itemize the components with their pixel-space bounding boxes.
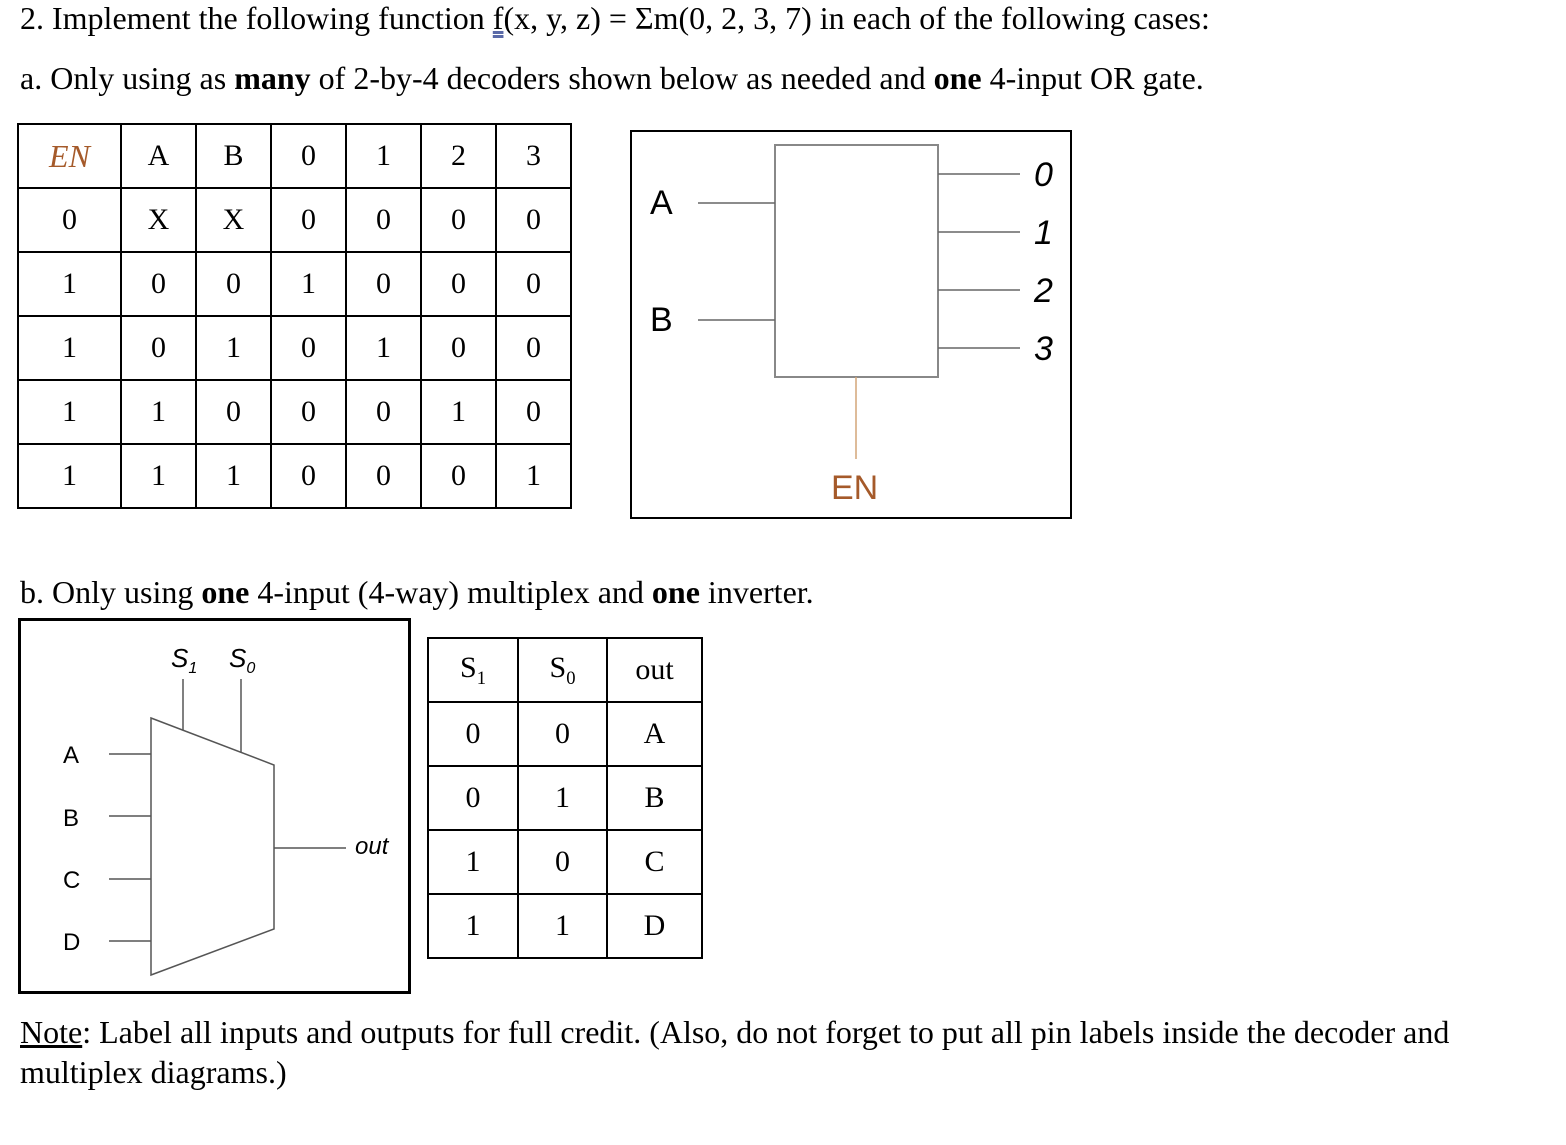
decoder-drawing xyxy=(632,132,1074,521)
table-cell: 0 xyxy=(496,380,571,444)
table-cell: 1 xyxy=(271,252,346,316)
table-cell: 1 xyxy=(18,316,121,380)
table-cell: 1 xyxy=(121,380,196,444)
header-s1: $S_1$ xyxy=(428,638,518,702)
table-cell: X xyxy=(196,188,271,252)
table-row xyxy=(428,894,702,958)
decoder-diagram xyxy=(630,130,1072,519)
table-cell: 1 xyxy=(496,444,571,508)
table-cell: 0 xyxy=(271,380,346,444)
part-a-text: a. Only using as many of 2-by-4 decoders shown below as needed and one 4-input OR gate. xyxy=(20,60,1204,96)
table-row xyxy=(428,766,702,830)
table-cell: 0 xyxy=(18,188,121,252)
table-cell: 0 xyxy=(496,188,571,252)
mux-body xyxy=(151,718,274,975)
note-text: Note: Label all inputs and outputs for full credit. (Also, do not forget to put all pin labels inside the decoder and multiplex diagrams.) xyxy=(20,1014,1450,1090)
decoder-block xyxy=(775,145,938,377)
mux-input-a-label: A xyxy=(63,742,80,769)
note-label: Note xyxy=(20,1014,83,1050)
table-cell: 0 xyxy=(346,188,421,252)
multiplexer-diagram xyxy=(18,618,411,994)
table-row xyxy=(18,252,571,316)
table-cell: 1 xyxy=(18,380,121,444)
table-row xyxy=(18,188,571,252)
mux-output-label: out xyxy=(355,833,389,860)
table-cell: 0 xyxy=(271,444,346,508)
decoder-input-b-label: B xyxy=(650,301,673,339)
table-cell: 0 xyxy=(346,380,421,444)
header-out2: 2 xyxy=(421,124,496,188)
table-cell: 1 xyxy=(196,444,271,508)
header-b: B xyxy=(196,124,271,188)
table-row xyxy=(18,316,571,380)
header-out0: 0 xyxy=(271,124,346,188)
question-2-text: 2. Implement the following function f(x, y, z) = Σm(0, 2, 3, 7) in each of the following cases: xyxy=(20,0,1210,36)
header-out: out xyxy=(607,638,702,702)
table-cell: 0 xyxy=(421,316,496,380)
table-cell: 0 xyxy=(421,252,496,316)
table-cell: 1 xyxy=(421,380,496,444)
table-row xyxy=(18,380,571,444)
decoder-output-0-label: 0 xyxy=(1034,156,1053,194)
part-b-text: b. Only using one 4-input (4-way) multiplex and one inverter. xyxy=(20,574,814,610)
header-en: EN xyxy=(18,124,121,188)
mux-select-s1-label: $S_1$ xyxy=(171,643,198,678)
table-cell: B xyxy=(607,766,702,830)
table-cell: 0 xyxy=(196,380,271,444)
table-cell: 0 xyxy=(421,444,496,508)
table-cell: 0 xyxy=(518,830,607,894)
table-cell: 0 xyxy=(346,444,421,508)
header-out1: 1 xyxy=(346,124,421,188)
table-cell: 1 xyxy=(428,830,518,894)
decoder-truth-table xyxy=(17,123,572,509)
header-s0: $S_0$ xyxy=(518,638,607,702)
table-cell: 1 xyxy=(18,252,121,316)
table-cell: D xyxy=(607,894,702,958)
table-cell: 1 xyxy=(18,444,121,508)
function-name: f xyxy=(492,0,504,36)
decoder-table-header xyxy=(18,124,571,188)
table-cell: X xyxy=(121,188,196,252)
table-cell: 0 xyxy=(496,316,571,380)
mux-input-c-label: C xyxy=(63,867,81,894)
table-cell: 1 xyxy=(518,894,607,958)
table-cell: 0 xyxy=(496,252,571,316)
table-cell: 0 xyxy=(421,188,496,252)
table-cell: 1 xyxy=(428,894,518,958)
table-cell: 0 xyxy=(196,252,271,316)
table-cell: 0 xyxy=(428,766,518,830)
decoder-input-a-label: A xyxy=(650,184,673,222)
table-cell: 0 xyxy=(271,188,346,252)
header-a: A xyxy=(121,124,196,188)
table-cell: 0 xyxy=(518,702,607,766)
table-cell: 0 xyxy=(121,252,196,316)
table-cell: 0 xyxy=(271,316,346,380)
table-cell: A xyxy=(607,702,702,766)
table-cell: 0 xyxy=(346,252,421,316)
table-cell: C xyxy=(607,830,702,894)
mux-table-header xyxy=(428,638,702,702)
table-row xyxy=(428,830,702,894)
mux-input-b-label: B xyxy=(63,805,80,832)
table-cell: 1 xyxy=(121,444,196,508)
decoder-output-2-label: 2 xyxy=(1034,272,1053,310)
decoder-output-3-label: 3 xyxy=(1034,330,1053,368)
table-cell: 0 xyxy=(121,316,196,380)
mux-select-s0-label: $S_0$ xyxy=(229,643,256,678)
table-cell: 1 xyxy=(346,316,421,380)
table-row xyxy=(18,444,571,508)
decoder-enable-label: EN xyxy=(831,469,879,507)
decoder-output-1-label: 1 xyxy=(1034,214,1053,252)
table-cell: 0 xyxy=(428,702,518,766)
table-cell: 1 xyxy=(518,766,607,830)
multiplexer-truth-table xyxy=(427,637,703,959)
table-row xyxy=(428,702,702,766)
mux-input-d-label: D xyxy=(63,929,81,956)
table-cell: 1 xyxy=(196,316,271,380)
header-out3: 3 xyxy=(496,124,571,188)
